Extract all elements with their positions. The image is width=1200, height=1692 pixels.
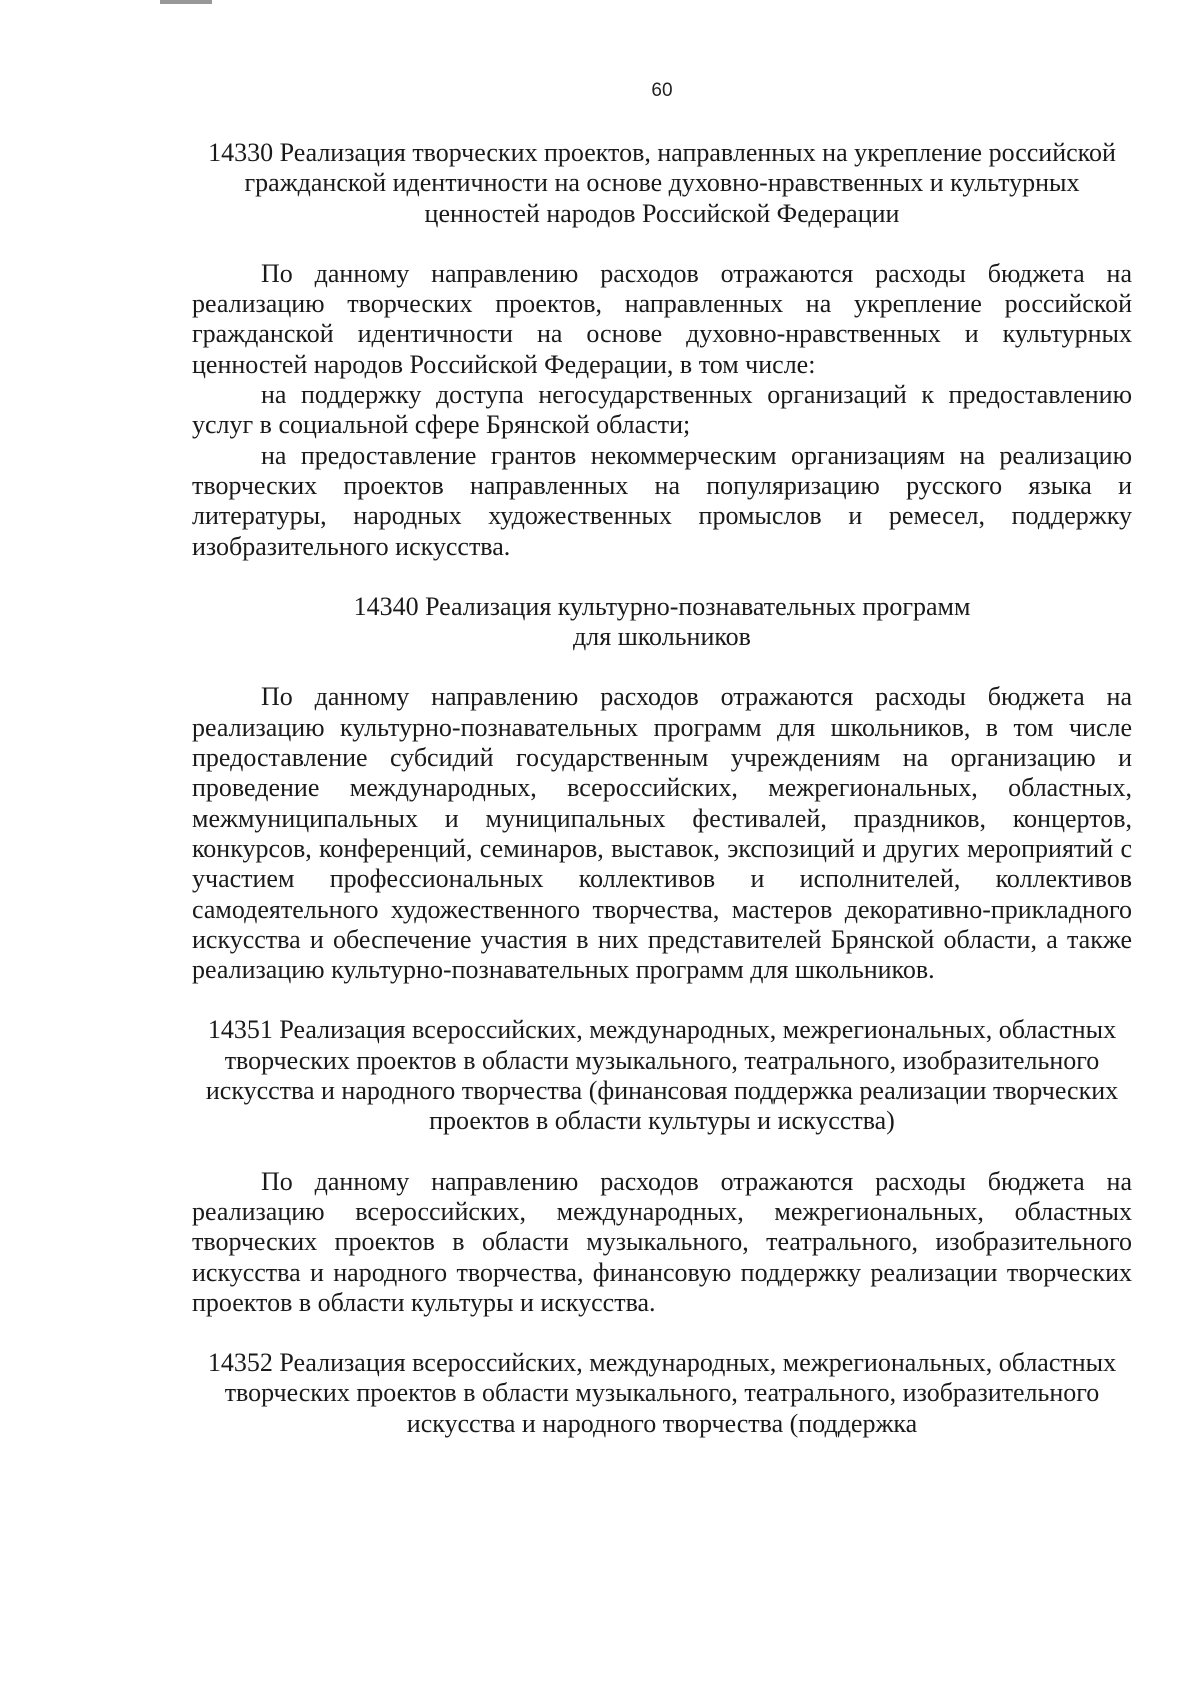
paragraph: По данному направлению расходов отражаются расходы бюджета на реализацию культурно-познавательных программ для школьников, в том числе предоставление субсидий государственным учреждениям на организацию и проведение международных, всероссийских, межрегиональных, областных, межмуниципальных и муниципальных фестивалей, праздников, концертов, конкурсов, конференций, семинаров, выставок, экспозиций и других мероприятий с участием профессиональных коллективов и исполнителей, коллективов самодеятельного художественного творчества, мастеров декоративно-прикладного искусства и обеспечение участия в них представителей Брянской области, а также реализацию культурно-познавательных программ для школьников.	[192, 682, 1132, 985]
paragraph: на предоставление грантов некоммерческим организациям на реализацию творческих проектов направленных на популяризацию русского языка и литературы, народных художественных промыслов и ремесел, поддержку изобразительного искусства.	[192, 440, 1132, 561]
spacer	[192, 229, 1132, 259]
paragraph: По данному направлению расходов отражаются расходы бюджета на реализацию творческих проектов, направленных на укрепление российской гражданской идентичности на основе духовно-нравственных и культурных ценностей народов Российской Федерации, в том числе:	[192, 258, 1132, 379]
section-heading-text: 14351 Реализация всероссийских, международных, межрегиональных, областных творческих проектов в области музыкального, театрального, изобразительного искусства и народного творчества (финансовая поддержка реализации творческих проектов в области культуры и искусства)	[205, 1015, 1119, 1136]
section-heading-text: 14340 Реализация культурно-познавательных программ для школьников	[353, 591, 971, 652]
section-heading-14340	[192, 592, 1132, 653]
spacer	[192, 985, 1132, 1015]
section-heading-text: 14330 Реализация творческих проектов, направленных на укрепление российской гражданской идентичности на основе духовно-нравственных и культурных ценностей народов Российской Федерации	[208, 138, 1116, 228]
page-number: 60	[651, 80, 673, 101]
spacer	[192, 562, 1132, 592]
paragraph: По данному направлению расходов отражаются расходы бюджета на реализацию всероссийских, международных, межрегиональных, областных творческих проектов в области музыкального, театрального, изобразительного искусства и народного творчества, финансовую поддержку реализации творческих проектов в области культуры и искусства.	[192, 1166, 1132, 1317]
scan-artifact	[160, 0, 212, 4]
section-heading-14352	[192, 1348, 1132, 1439]
paragraph: на поддержку доступа негосударственных организаций к предоставлению услуг в социальной сфере Брянской области;	[192, 380, 1132, 440]
section-heading-text: 14352 Реализация всероссийских, международных, межрегиональных, областных творческих проектов в области музыкального, театрального, изобразительного искусства и народного творчества (поддержка	[207, 1348, 1117, 1438]
spacer	[192, 1318, 1132, 1348]
section-heading-14330	[192, 138, 1132, 229]
spacer	[192, 652, 1132, 682]
document-body	[192, 138, 1132, 1439]
section-heading-14351	[192, 1015, 1132, 1136]
spacer	[192, 1137, 1132, 1167]
